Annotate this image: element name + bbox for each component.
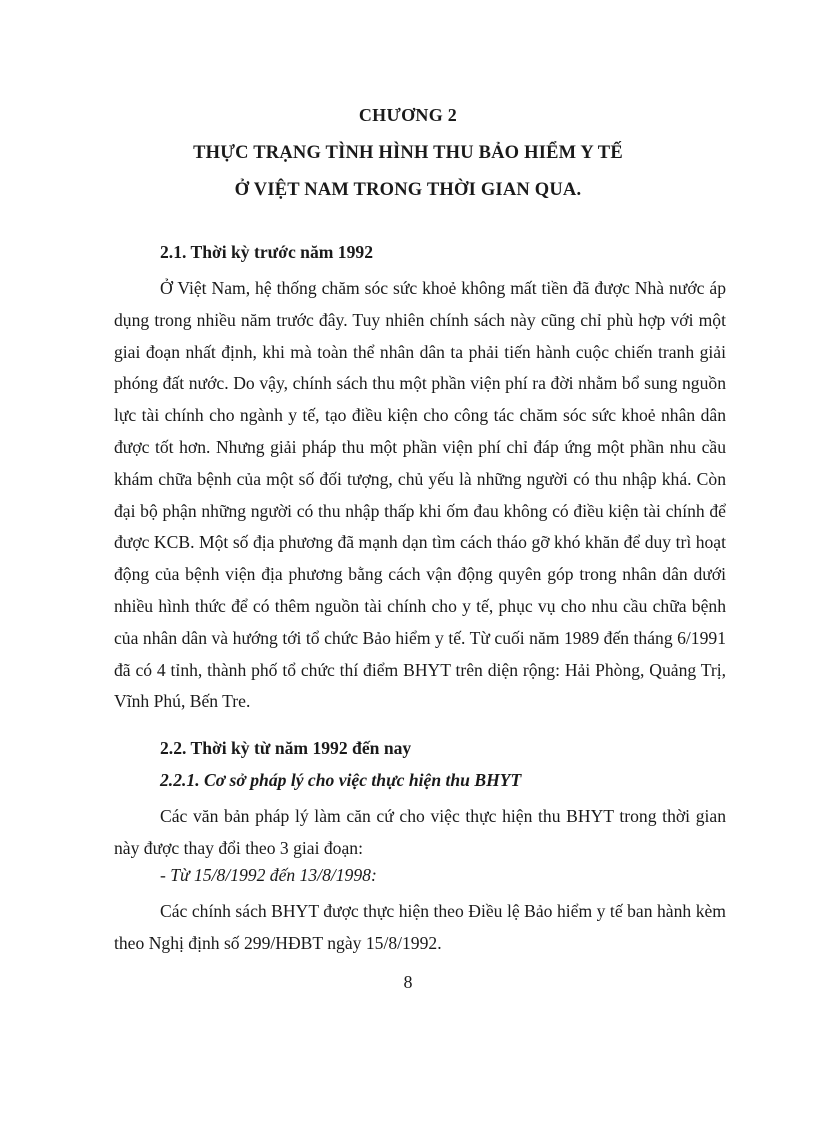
section-2-1-paragraph: Ở Việt Nam, hệ thống chăm sóc sức khoẻ không mất tiền đã được Nhà nước áp dụng trong nhiều năm trước đây. Tuy nhiên chính sách này cũng chỉ phù hợp với một giai đoạn nhất định, khi mà toàn thể nhân dân ta phải tiến hành cuộc chiến tranh giải phóng đất nước. Do vậy, chính sách thu một phần viện phí ra đời nhằm bổ sung nguồn lực tài chính cho ngành y tế, tạo điều kiện cho công tác chăm sóc sức khoẻ nhân dân được tốt hơn. Nhưng giải pháp thu một phần viện phí chỉ đáp ứng một phần nhu cầu khám chữa bệnh của một số đối tượng, chủ yếu là những người có thu nhập khá. Còn đại bộ phận những người có thu nhập thấp khi ốm đau không có điều kiện tài chính để được KCB. Một số địa phương đã mạnh dạn tìm cách tháo gỡ khó khăn để duy trì hoạt động của bệnh viện địa phương bằng cách vận động quyên góp trong nhân dân dưới nhiều hình thức để có thêm nguồn tài chính cho y tế, phục vụ cho nhu cầu chữa bệnh của nhân dân và hướng tới tổ chức Bảo hiểm y tế. Từ cuối năm 1989 đến tháng 6/1991 đã có 4 tỉnh, thành phố tổ chức thí điểm BHYT trên diện rộng: Hải Phòng, Quảng Trị, Vĩnh Phú, Bến Tre. (114, 278, 726, 712)
section-2-1-heading: 2.1. Thời kỳ trước năm 1992 (160, 242, 373, 262)
chapter-title-line-2: Ở VIỆT NAM TRONG THỜI GIAN QUA. (234, 180, 582, 200)
period-paragraph: Các chính sách BHYT được thực hiện theo Điều lệ Bảo hiểm y tế ban hành kèm theo Nghị định số 299/HĐBT ngày 15/8/1992. (114, 901, 726, 953)
chapter-title-line-1: THỰC TRẠNG TÌNH HÌNH THU BẢO HIỂM Y TẾ (193, 143, 623, 163)
page-number: 8 (403, 972, 413, 992)
section-2-2-heading: 2.2. Thời kỳ từ năm 1992 đến nay (160, 738, 412, 758)
section-2-2-paragraph: Các văn bản pháp lý làm căn cứ cho việc thực hiện thu BHYT trong thời gian này được thay đổi theo 3 giai đoạn: (114, 806, 726, 858)
period-label: - Từ 15/8/1992 đến 13/8/1998: (160, 865, 377, 885)
chapter-label: CHƯƠNG 2 (358, 105, 458, 125)
section-2-2-1-subheading: 2.2.1. Cơ sở pháp lý cho việc thực hiện thu BHYT (160, 770, 522, 790)
